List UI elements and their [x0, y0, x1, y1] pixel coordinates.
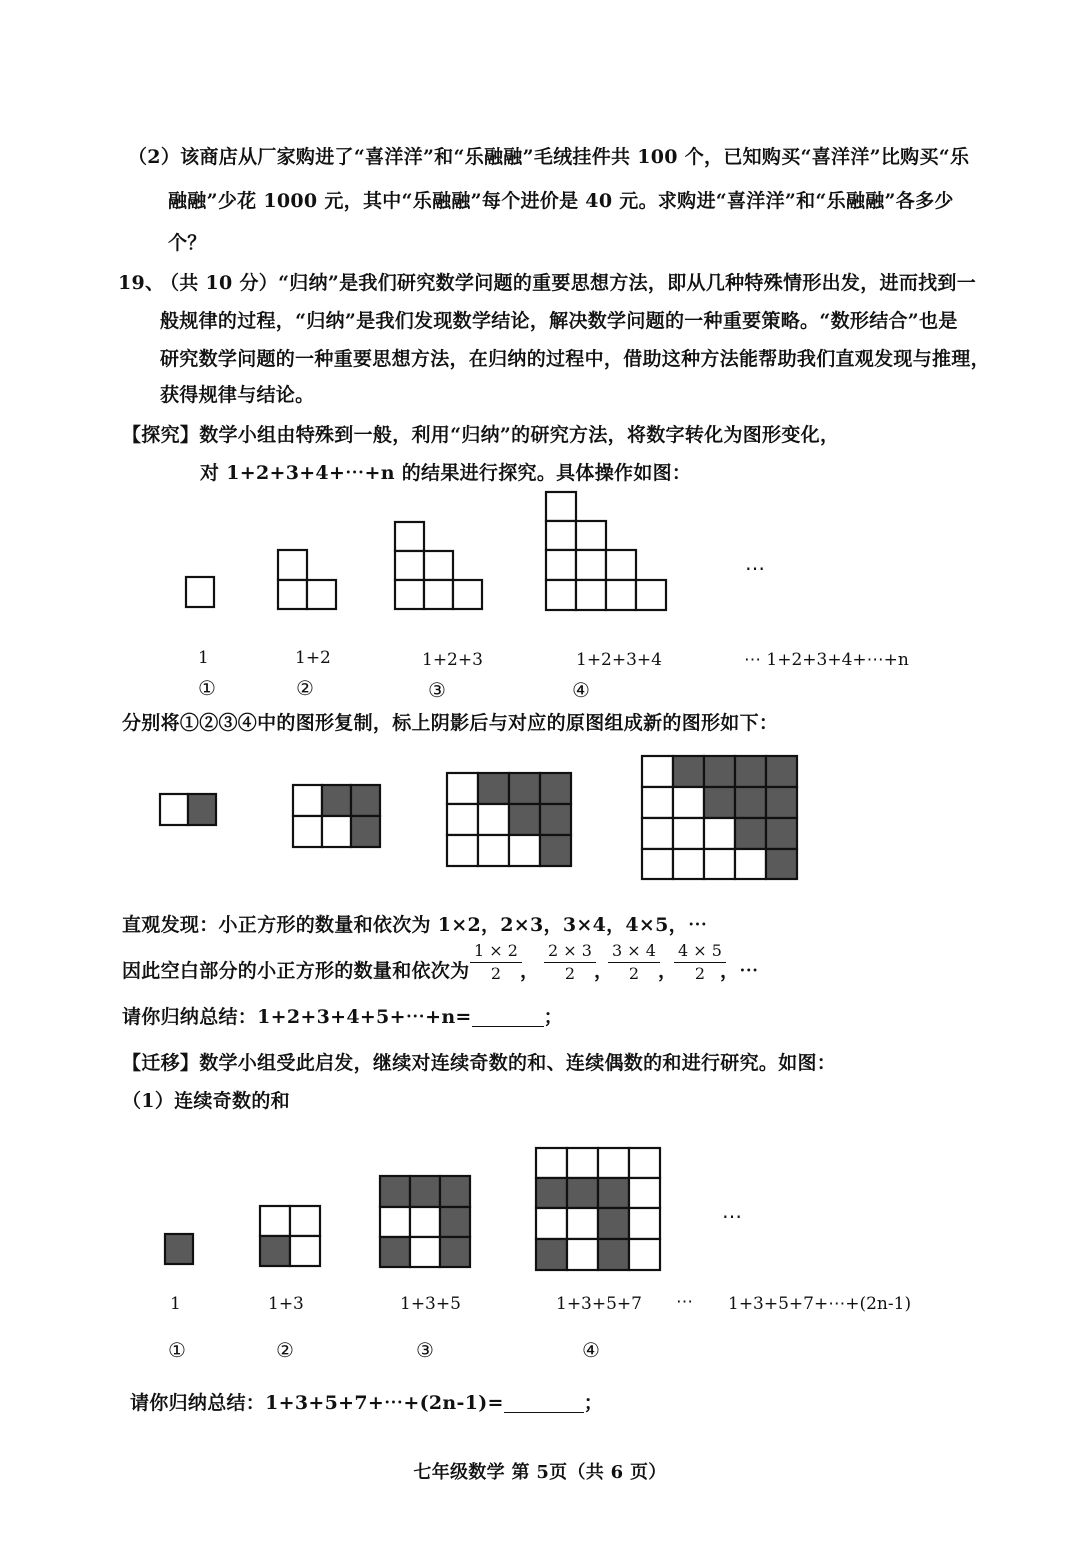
staircase-label-3: 1+2+3	[422, 650, 483, 670]
odd-circled-3: ③	[416, 1338, 434, 1362]
odd-circled-1: ①	[168, 1338, 186, 1362]
circled-1: ①	[198, 676, 216, 700]
fraction-4-numerator: 4 × 5	[674, 940, 726, 963]
fraction-4	[674, 940, 726, 985]
staircase-label-2: 1+2	[295, 648, 331, 668]
odd-circled-2: ②	[276, 1338, 294, 1362]
fraction-1	[470, 940, 522, 985]
odd-label-general: 1+3+5+7+⋯+(2n-1)	[728, 1294, 912, 1314]
page-footer: 七年级数学 第 5页（共 6 页）	[413, 1462, 667, 1483]
odd-dots: ⋯	[676, 1292, 693, 1312]
explore-line1: 【探究】数学小组由特殊到一般，利用“归纳”的研究方法，将数字转化为图形变化，	[122, 424, 840, 446]
sub1-title: （1）连续奇数的和	[122, 1090, 290, 1112]
doubled-figure-3	[447, 773, 571, 866]
fraction-1-denominator: 2	[490, 964, 502, 983]
fraction-2-numerator: 2 × 3	[544, 940, 596, 963]
staircase-figure-3	[395, 522, 482, 609]
odd-label-3: 1+3+5	[400, 1294, 461, 1314]
fraction-sep-1: ，	[520, 960, 540, 982]
summary-line-1	[122, 1002, 563, 1029]
explore-line2: 对 1+2+3+4+⋯+n 的结果进行探究。具体操作如图：	[200, 462, 692, 484]
odd-label-2: 1+3	[268, 1294, 304, 1314]
transfer-line: 【迁移】数学小组受此启发，继续对连续奇数的和、连续偶数的和进行研究。如图：	[122, 1052, 837, 1074]
summary-1-end: ；	[543, 1006, 563, 1028]
circled-2: ②	[296, 676, 314, 700]
odd-figure-2	[260, 1206, 320, 1266]
q19-intro-line1: （共 10 分）“归纳”是我们研究数学问题的重要思想方法，即从几种特殊情形出发，进而找到一	[160, 272, 977, 294]
fraction-sep-4: ，⋯	[720, 960, 759, 982]
doubled-figure-2	[293, 785, 380, 847]
staircase-label-4: 1+2+3+4	[576, 650, 662, 670]
fraction-4-denominator: 2	[694, 964, 706, 983]
doubled-figure-1	[160, 794, 216, 825]
odd-ellipsis: ⋯	[722, 1204, 742, 1228]
q19-intro-line4: 获得规律与结论。	[160, 384, 315, 406]
odd-figure-4	[536, 1148, 660, 1270]
odd-figure-1	[165, 1234, 193, 1264]
blank-line-prefix: 因此空白部分的小正方形的数量和依次为	[122, 960, 470, 982]
staircase-label-general: ⋯ 1+2+3+4+⋯+n	[744, 650, 909, 670]
fraction-2	[544, 940, 596, 985]
summary-1-blank[interactable]	[472, 1008, 544, 1027]
staircase-label-1: 1	[198, 648, 209, 668]
odd-label-4: 1+3+5+7	[556, 1294, 642, 1314]
q19-intro-line3: 研究数学问题的一种重要思想方法，在归纳的过程中，借助这种方法能帮助我们直观发现与推理，	[160, 348, 990, 370]
summary-1-text: 请你归纳总结：1+2+3+4+5+⋯+n=	[122, 1006, 472, 1028]
staircase-figure-2	[278, 550, 336, 609]
circled-4: ④	[572, 678, 590, 702]
q18-part2-line3: 个？	[168, 232, 207, 254]
odd-figure-3	[380, 1176, 470, 1267]
fraction-3-numerator: 3 × 4	[608, 940, 660, 963]
observe-line: 直观发现：小正方形的数量和依次为 1×2，2×3，3×4，4×5，⋯	[122, 914, 708, 936]
staircase-ellipsis: ⋯	[745, 556, 765, 580]
staircase-figure-1	[186, 577, 214, 607]
summary-2-end: ；	[583, 1392, 604, 1414]
q19-intro-line2: 般规律的过程，“归纳”是我们发现数学结论，解决数学问题的一种重要策略。“数形结合”也是	[160, 310, 958, 332]
staircase-figure-4	[546, 492, 666, 610]
odd-circled-4: ④	[582, 1338, 600, 1362]
q19-number: 19、	[118, 272, 165, 294]
summary-2-blank[interactable]	[504, 1394, 584, 1413]
circled-3: ③	[428, 678, 446, 702]
fraction-3	[608, 940, 660, 985]
fraction-2-denominator: 2	[564, 964, 576, 983]
doubled-figure-4	[642, 756, 797, 879]
summary-2-text: 请你归纳总结：1+3+5+7+⋯+(2n-1)=	[130, 1392, 504, 1414]
copy-line: 分别将①②③④中的图形复制，标上阴影后与对应的原图组成新的图形如下：	[122, 712, 779, 734]
odd-label-1: 1	[170, 1294, 181, 1314]
q18-part2-line2: 融融”少花 1000 元，其中“乐融融”每个进价是 40 元。求购进“喜洋洋”和“乐融融”各多少	[168, 190, 954, 212]
fraction-sep-2: ，	[594, 960, 614, 982]
summary-line-2	[130, 1388, 603, 1415]
fraction-3-denominator: 2	[628, 964, 640, 983]
fraction-1-numerator: 1 × 2	[470, 940, 522, 963]
q18-part2-line1: （2）该商店从厂家购进了“喜洋洋”和“乐融融”毛绒挂件共 100 个，已知购买“喜洋洋”比购买“乐	[128, 146, 970, 168]
fraction-sep-3: ，	[658, 960, 678, 982]
